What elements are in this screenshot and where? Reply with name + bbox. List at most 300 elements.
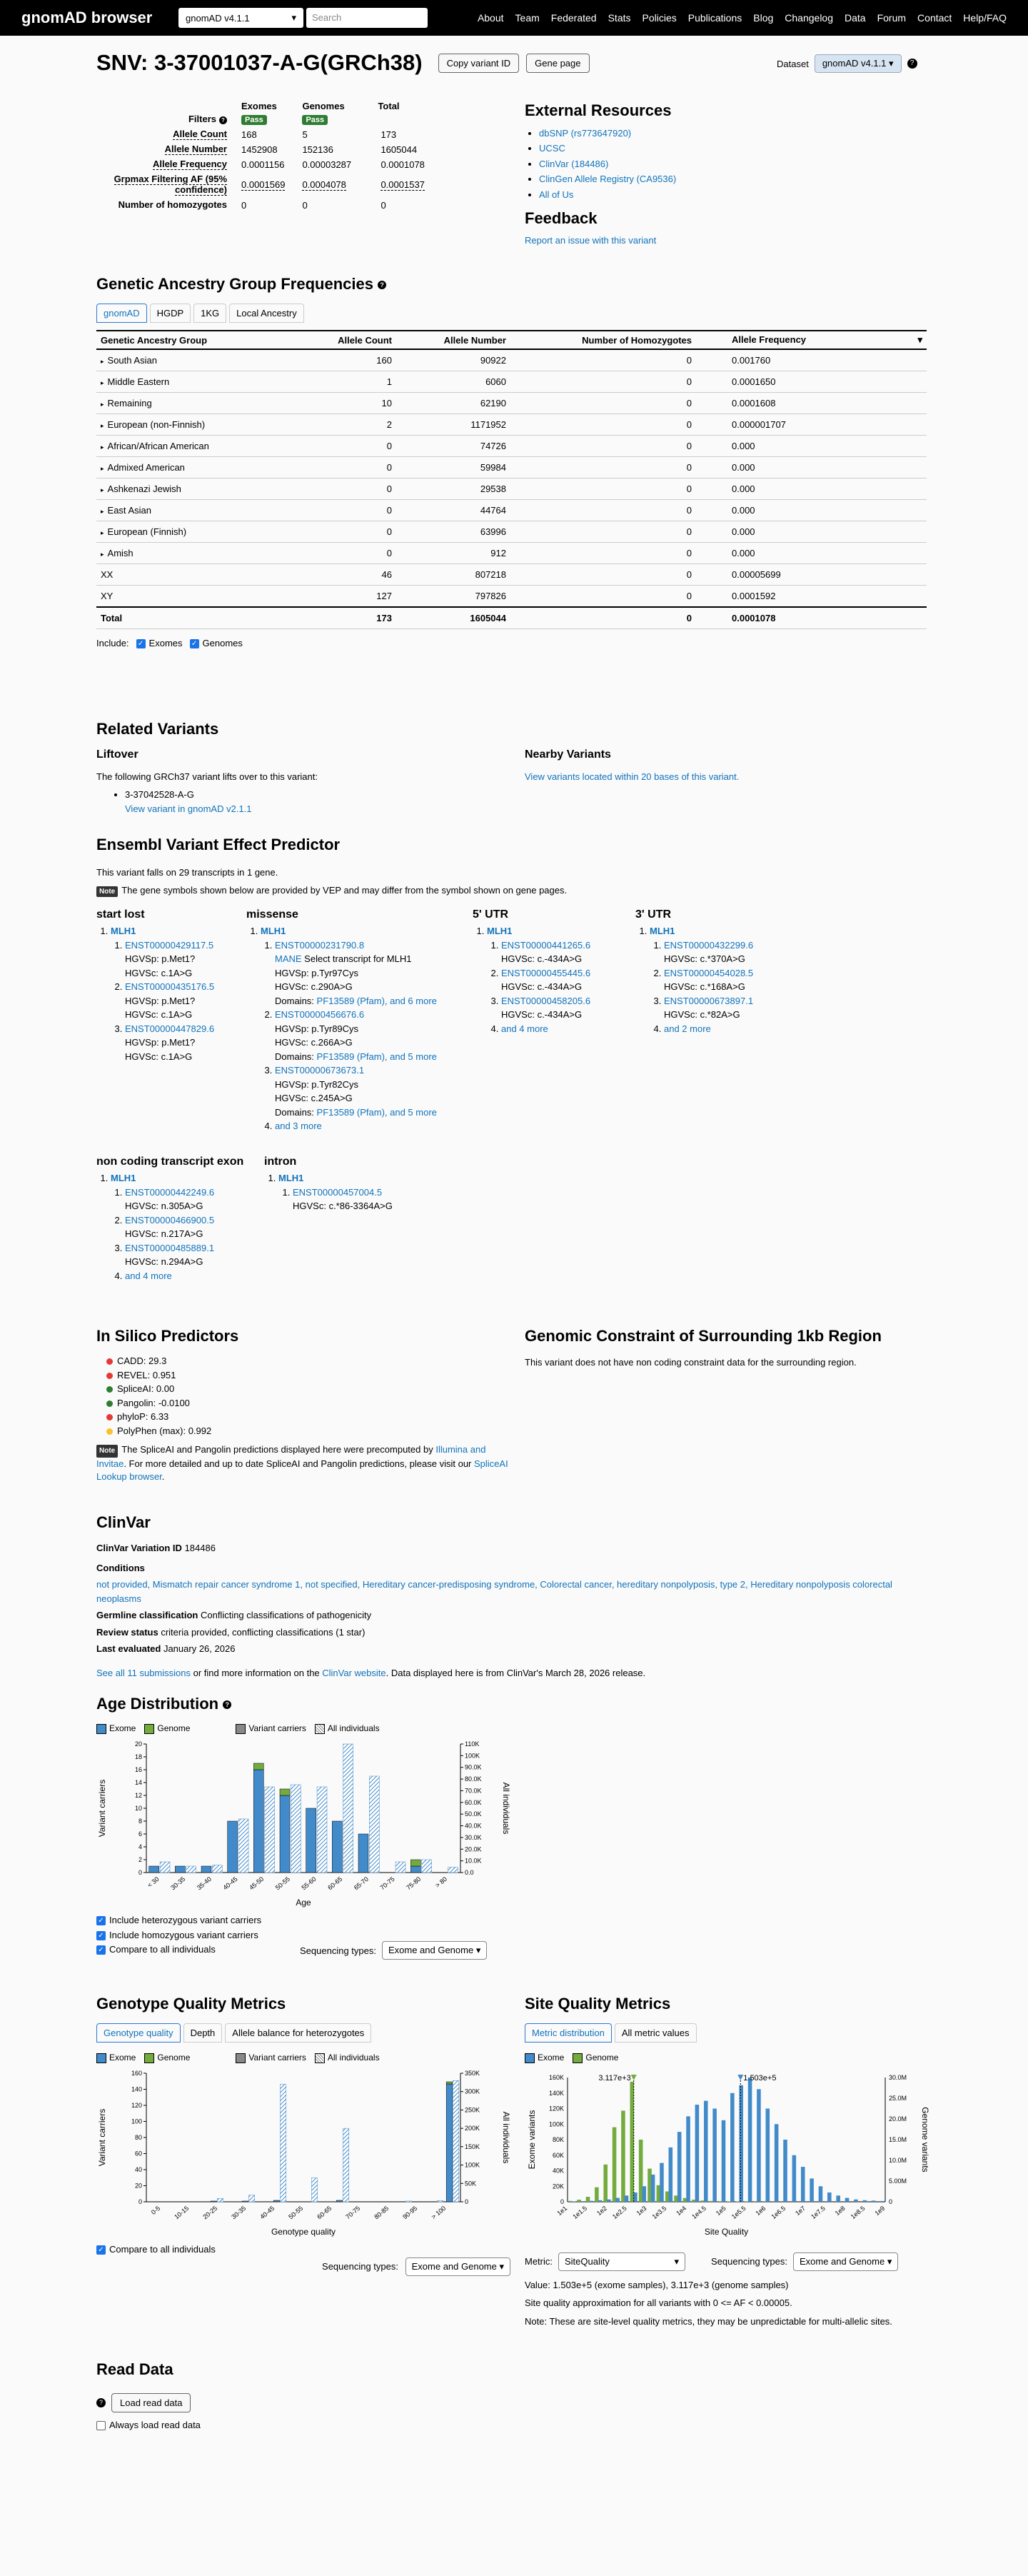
gene-link[interactable]: MLH1 — [650, 926, 675, 936]
ancestry-group: Middle Eastern — [107, 376, 170, 387]
summary-value: 0.0004078 — [302, 179, 346, 191]
tab-genotype-quality[interactable]: Genotype quality — [96, 2023, 181, 2043]
x-tick-label: 1e4 — [675, 2204, 688, 2217]
bar-exome — [580, 2201, 585, 2202]
th-group[interactable]: Genetic Ancestry Group — [96, 331, 282, 349]
hgvs-text: HGVSc: c.-434A>G — [501, 1009, 583, 1020]
gene-page-button[interactable]: Gene page — [526, 54, 589, 73]
expand-icon[interactable]: ▸ — [101, 422, 104, 429]
metric-select[interactable]: SiteQuality ▾ — [558, 2252, 685, 2271]
transcript-item — [664, 938, 753, 966]
hom-carriers-checkbox[interactable]: ✓ Include homozygous variant carriers — [96, 1928, 510, 1943]
external-link[interactable]: UCSC — [539, 143, 565, 154]
transcript-item — [501, 994, 590, 1022]
gene-link[interactable]: MLH1 — [278, 1173, 304, 1183]
x-tick-label: 1e3.5 — [650, 2204, 668, 2220]
ancestry-value: 0 — [282, 436, 396, 457]
hom-label: Include homozygous variant carriers — [109, 1929, 258, 1940]
bar-all-individuals — [238, 1819, 248, 1873]
summary-label — [107, 198, 233, 213]
ancestry-row[interactable] — [96, 500, 927, 521]
y-tick-label: 10 — [134, 1804, 142, 1812]
tab-depth[interactable]: Depth — [183, 2023, 223, 2043]
bar-exome — [704, 2100, 708, 2201]
bar-exome — [336, 2200, 342, 2202]
dataset-dropdown[interactable]: gnomAD v4.1.1 ▾ — [815, 54, 902, 73]
transcript-link[interactable]: ENST00000485889.1 — [125, 1242, 215, 1253]
vep-intron — [264, 1156, 393, 1213]
utr5-title: 5' UTR — [473, 908, 509, 921]
hgvs-text: HGVSc: n.305A>G — [125, 1201, 203, 1211]
hgvs-text: HGVSp: p.Met1? — [125, 1037, 196, 1048]
x-tick-label: 1e1.5 — [571, 2204, 589, 2220]
brand-logo[interactable]: gnomAD browser — [21, 9, 153, 26]
ancestry-group-cell — [96, 371, 282, 393]
expand-icon[interactable]: ▸ — [101, 551, 104, 558]
transcript-link[interactable]: ENST00000466900.5 — [125, 1214, 215, 1226]
transcript-link[interactable]: ENST00000458205.6 — [501, 995, 591, 1006]
liftover-title: Liftover — [96, 748, 138, 761]
summary-cell-ex — [233, 111, 293, 127]
y-axis-label: Variant carriers — [97, 2108, 107, 2167]
ancestry-value: 29538 — [396, 478, 510, 500]
summary-cell-ge — [293, 127, 372, 142]
expand-icon[interactable]: ▸ — [101, 465, 104, 472]
ancestry-row[interactable] — [96, 521, 927, 543]
sq-legend — [525, 2053, 928, 2063]
bar-exome — [572, 2201, 576, 2202]
y-tick-label: 0 — [138, 2197, 142, 2205]
help-icon[interactable]: ? — [907, 59, 917, 69]
x-tick-label: 40-45 — [258, 2204, 276, 2221]
pfam-link[interactable]: PF13589 (Pfam) — [316, 1051, 385, 1062]
status-dot-icon — [106, 1386, 113, 1393]
y-tick-label: 60 — [134, 2150, 142, 2157]
metric-label: Metric: — [525, 2256, 553, 2267]
bar-exome — [695, 2105, 700, 2202]
transcript-link[interactable]: ENST00000447829.6 — [125, 1023, 215, 1034]
x-tick-label: 50-55 — [287, 2204, 305, 2221]
help-icon[interactable]: ? — [96, 2398, 106, 2407]
ancestry-frequency: 0.000 — [696, 457, 927, 478]
nav-link-helpfaq[interactable]: Help/FAQ — [963, 12, 1007, 24]
hgvsc: HGVSc: c.290A>G — [275, 981, 353, 992]
constraint-text: This variant does not have non coding constraint data for the surrounding region. — [525, 1357, 857, 1368]
transcript-link[interactable]: ENST00000456676.6 — [275, 1009, 365, 1020]
hgvsp: HGVSp: p.Tyr89Cys — [275, 1023, 359, 1034]
legend-label: Exome — [538, 2053, 565, 2063]
nav-link-team[interactable]: Team — [515, 12, 540, 24]
bar-exome — [757, 2089, 761, 2202]
bar-exome — [228, 1821, 238, 1873]
x-tick-label: 1e8 — [833, 2204, 847, 2217]
nav-link-policies[interactable]: Policies — [642, 12, 677, 24]
insilico-title: In Silico Predictors — [96, 1327, 239, 1345]
ancestry-value: 797826 — [396, 586, 510, 608]
ancestry-total-value: 173 — [282, 607, 396, 629]
external-link[interactable]: dbSNP (rs773647920) — [539, 128, 632, 139]
nav-link-changelog[interactable]: Changelog — [785, 12, 834, 24]
ancestry-total-value: 0.0001078 — [696, 607, 927, 629]
help-icon[interactable]: ? — [223, 1700, 231, 1709]
transcript-item — [125, 1186, 243, 1213]
vep-utr5 — [473, 908, 590, 1036]
more-transcripts-link[interactable]: and 3 more — [275, 1121, 322, 1131]
y2-tick-label: 30.0M — [889, 2073, 907, 2081]
exomes-label: Exomes — [148, 638, 183, 648]
x-tick-label: 80-85 — [373, 2204, 390, 2221]
copy-variant-id-button[interactable]: Copy variant ID — [438, 54, 520, 73]
bar-exome — [872, 2200, 876, 2202]
ancestry-group-cell — [96, 478, 282, 500]
external-link-item — [539, 171, 924, 186]
mane-text: Select transcript for MLH1 — [301, 953, 412, 964]
legend-exome — [96, 1723, 136, 1734]
y-tick-label: 80 — [134, 2133, 142, 2141]
x-tick-label: 20-25 — [201, 2204, 219, 2221]
summary-value: 0.0001569 — [241, 179, 286, 191]
nav-link-federated[interactable]: Federated — [550, 12, 597, 24]
ancestry-row — [96, 564, 927, 586]
bar-exome — [862, 2200, 867, 2202]
x-tick-label: 70-75 — [344, 2204, 362, 2221]
dataset-selector[interactable] — [178, 8, 303, 28]
y-tick-label: 16 — [134, 1765, 142, 1773]
predictor-value: Pangolin: -0.0100 — [117, 1397, 190, 1408]
ancestry-row[interactable] — [96, 478, 927, 500]
transcript-link[interactable]: ENST00000673897.1 — [664, 995, 754, 1006]
mane-link[interactable]: MANE — [275, 953, 302, 964]
transcript-link[interactable]: ENST00000457004.5 — [293, 1186, 383, 1198]
y2-axis-label: Genome variants — [920, 2107, 930, 2172]
nav-link-forum[interactable]: Forum — [877, 12, 907, 24]
x-tick-label: 1e5 — [714, 2204, 727, 2217]
expand-icon[interactable]: ▸ — [101, 529, 104, 536]
tab-local-ancestry[interactable]: Local Ancestry — [229, 304, 304, 323]
hgvs-text: HGVSc: c.-434A>G — [501, 953, 583, 964]
bar-all-individuals — [265, 1787, 275, 1873]
report-issue-link[interactable]: Report an issue with this variant — [525, 235, 657, 246]
page-title: SNV: 3-37001037-A-G(GRCh38) — [96, 50, 423, 75]
nav-link-publications[interactable]: Publications — [687, 12, 742, 24]
y-tick-label: 40 — [134, 2165, 142, 2173]
sq-tabs — [525, 2023, 928, 2043]
external-link-item — [539, 156, 924, 171]
x-tick-label: 1e6.5 — [770, 2204, 787, 2220]
bar-all-individuals — [280, 2084, 286, 2202]
predictor-value: PolyPhen (max): 0.992 — [117, 1425, 212, 1436]
summary-value: 0 — [302, 199, 308, 211]
seq-types-label: Sequencing types: — [711, 2256, 787, 2267]
y2-tick-label: 110K — [465, 1740, 480, 1748]
vep-title: Ensembl Variant Effect Predictor — [96, 836, 341, 853]
more-domains-link[interactable]: , and 5 more — [384, 1051, 437, 1062]
always-load-checkbox[interactable] — [96, 2420, 201, 2430]
summary-label — [107, 111, 233, 127]
transcript-item — [501, 938, 590, 966]
vep-start-lost — [96, 908, 214, 1063]
summary-value: 0.00003287 — [302, 159, 352, 170]
liftover-variant: 3-37042528-A-G — [125, 789, 194, 800]
het-carriers-checkbox[interactable]: ✓ Include heterozygous variant carriers — [96, 1913, 510, 1928]
clinvar-id: 184486 — [184, 1543, 216, 1553]
nearby-link[interactable]: View variants located within 20 bases of this variant. — [525, 771, 740, 782]
x-tick-label: 10-15 — [173, 2204, 191, 2221]
th-allele-count[interactable]: Allele Count — [282, 331, 396, 349]
transcript-link[interactable]: ENST00000673673.1 — [275, 1065, 365, 1076]
ancestry-row[interactable] — [96, 393, 927, 414]
external-link[interactable]: ClinVar (184486) — [539, 158, 609, 169]
expand-icon[interactable]: ▸ — [101, 379, 104, 386]
more-transcripts-link[interactable]: and 4 more — [501, 1023, 548, 1034]
expand-icon[interactable]: ▸ — [101, 401, 104, 408]
legend-genome — [144, 1723, 190, 1734]
summary-cell-ge — [293, 198, 372, 213]
more-domains-link[interactable]: , and 6 more — [384, 995, 437, 1006]
summary-label-text: Filters — [188, 113, 216, 124]
x-tick-label: 40-45 — [221, 1875, 239, 1892]
summary-cell-ex — [233, 172, 293, 198]
search-input[interactable]: Search — [306, 8, 428, 28]
include-genomes-checkbox[interactable]: ✓ Genomes — [190, 638, 243, 648]
ancestry-value: 10 — [282, 393, 396, 414]
x-tick-label: 30-35 — [169, 1875, 187, 1892]
transcript-link[interactable]: ENST00000432299.6 — [664, 939, 754, 951]
bar-exome — [598, 2200, 603, 2202]
transcript-link[interactable]: ENST00000454028.5 — [664, 967, 754, 978]
y-tick-label: 40K — [552, 2167, 564, 2175]
y-tick-label: 140 — [131, 2085, 142, 2093]
th-allele-number[interactable]: Allele Number — [396, 331, 510, 349]
legend-label: Variant carriers — [248, 2053, 306, 2063]
legend-exome — [525, 2053, 564, 2063]
tab-gnomad[interactable]: gnomAD — [96, 304, 147, 323]
nav-link-data[interactable]: Data — [845, 12, 866, 24]
ancestry-table — [96, 330, 927, 629]
y2-tick-label: 250K — [465, 2106, 480, 2114]
external-link[interactable]: All of Us — [539, 189, 574, 200]
ancestry-row[interactable] — [96, 457, 927, 478]
ancestry-title-text: Genetic Ancestry Group Frequencies — [96, 275, 373, 293]
clinvar-website-link[interactable]: ClinVar website — [322, 1667, 386, 1678]
nav-link-stats[interactable]: Stats — [608, 12, 631, 24]
ancestry-frequency: 0.000 — [696, 478, 927, 500]
x-tick-label: 1e3 — [635, 2204, 648, 2217]
more-transcripts-link[interactable]: and 4 more — [125, 1270, 172, 1281]
hgvsc: HGVSc: c.266A>G — [275, 1037, 353, 1048]
legend-label: Exome — [109, 2053, 136, 2063]
sq-title: Site Quality Metrics — [525, 1995, 671, 2013]
ancestry-value: 0 — [510, 436, 696, 457]
bar-all-individuals — [343, 1744, 353, 1873]
expand-icon[interactable]: ▸ — [101, 508, 104, 515]
y2-tick-label: 20.0M — [889, 2115, 907, 2123]
bar-exome — [446, 2084, 452, 2202]
gq-compare-checkbox[interactable]: ✓ Compare to all individuals — [96, 2244, 510, 2255]
seq-types-select[interactable]: Exome and Genome ▾ — [405, 2257, 510, 2276]
conditions-label: Conditions — [96, 1562, 145, 1573]
ancestry-row[interactable] — [96, 436, 927, 457]
expand-icon[interactable]: ▸ — [101, 443, 104, 451]
ancestry-group-cell — [96, 414, 282, 436]
tab-metric-distribution[interactable]: Metric distribution — [525, 2023, 612, 2043]
bar-genome — [410, 1860, 420, 1866]
bar-genome — [253, 1763, 263, 1770]
summary-cell-to — [372, 142, 433, 157]
summary-value: 152136 — [302, 144, 333, 155]
y2-tick-label: 100K — [465, 1752, 480, 1760]
nav-link-blog[interactable]: Blog — [753, 12, 774, 24]
bar-all-individuals — [369, 1776, 379, 1873]
external-link-item — [539, 187, 924, 202]
x-tick-label: 50-55 — [273, 1875, 291, 1892]
y-tick-label: 140K — [548, 2089, 564, 2097]
bar-genome — [595, 2187, 599, 2202]
external-link[interactable]: ClinGen Allele Registry (CA9536) — [539, 174, 677, 185]
status-dot-icon — [106, 1400, 113, 1407]
transcript-link[interactable]: ENST00000441265.6 — [501, 939, 591, 951]
ancestry-value: 912 — [396, 543, 510, 564]
ancestry-group-cell — [96, 349, 282, 371]
tab-hgdp[interactable]: HGDP — [150, 304, 191, 323]
gene-link[interactable]: MLH1 — [111, 1173, 136, 1183]
transcript-link[interactable]: ENST00000429117.5 — [125, 939, 214, 951]
ancestry-value: 1171952 — [396, 414, 510, 436]
start-lost-title: start lost — [96, 908, 145, 921]
vep-missense — [246, 908, 437, 1133]
expand-icon[interactable]: ▸ — [101, 358, 104, 365]
transcript-link[interactable]: ENST00000455445.6 — [501, 967, 591, 978]
spliceai-lookup-link[interactable]: SpliceAI Lookup browser — [96, 1458, 508, 1483]
constraint-title: Genomic Constraint of Surrounding 1kb Region — [525, 1327, 882, 1345]
load-read-data-button[interactable]: Load read data — [111, 2393, 191, 2412]
x-axis-label: Site Quality — [704, 2226, 749, 2237]
bar-exome — [836, 2195, 840, 2202]
y-tick-label: 2 — [138, 1855, 142, 1863]
ancestry-value: 62190 — [396, 393, 510, 414]
th-homozygotes[interactable]: Number of Homozygotes — [510, 331, 696, 349]
transcript-link[interactable]: ENST00000442249.6 — [125, 1186, 215, 1198]
transcript-link[interactable]: ENST00000231790.8 — [275, 939, 365, 951]
tab-1kg[interactable]: 1KG — [193, 304, 226, 323]
age-chart — [96, 1737, 510, 1908]
bar-exome — [801, 2167, 805, 2202]
seq-types-select[interactable]: Exome and Genome ▾ — [793, 2252, 898, 2271]
dataset-label: Dataset — [777, 58, 809, 69]
liftover-item — [125, 788, 525, 816]
all-submissions-link[interactable]: See all 11 submissions — [96, 1667, 191, 1678]
tab-allele-balance-for-heterozygotes[interactable]: Allele balance for heterozygotes — [225, 2023, 371, 2043]
bar-exome — [306, 1808, 316, 1873]
ancestry-group: East Asian — [107, 505, 151, 516]
y-tick-label: 100K — [548, 2120, 564, 2128]
help-icon[interactable]: ? — [378, 281, 386, 289]
vep-note — [96, 885, 927, 897]
domains-label: Domains: — [275, 1051, 317, 1062]
x-tick-label: 1e7 — [794, 2204, 807, 2217]
ancestry-frequency: 0.000 — [696, 521, 927, 543]
ancestry-row[interactable] — [96, 543, 927, 564]
x-tick-label: 70-75 — [378, 1875, 396, 1892]
status-dot-icon — [106, 1373, 113, 1379]
compare-all-checkbox[interactable]: ✓ Compare to all individuals — [96, 1943, 510, 1958]
summary-cell-ge — [293, 111, 372, 127]
ancestry-group-cell — [96, 436, 282, 457]
ancestry-row[interactable] — [96, 371, 927, 393]
illumina-link[interactable]: Illumina and Invitae — [96, 1444, 486, 1469]
bar-exome — [730, 2093, 735, 2202]
ancestry-group: African/African American — [107, 441, 209, 451]
ancestry-value: 0 — [510, 586, 696, 608]
gene-link[interactable]: MLH1 — [111, 926, 136, 936]
bar-exome — [410, 1866, 420, 1873]
gene-link[interactable]: MLH1 — [487, 926, 513, 936]
include-exomes-checkbox[interactable]: ✓ Exomes — [136, 638, 183, 648]
summary-row — [107, 127, 433, 142]
y2-tick-label: 5.00M — [889, 2177, 907, 2185]
y2-tick-label: 300K — [465, 2088, 480, 2095]
x-tick-label: > 100 — [430, 2204, 448, 2221]
ncte-title: non coding transcript exon — [96, 1156, 244, 1168]
bar-genome — [446, 2082, 452, 2084]
bar-exome — [280, 1795, 290, 1873]
bar-exome — [845, 2197, 850, 2201]
summary-cell-ex — [233, 142, 293, 157]
ancestry-value: 0 — [510, 564, 696, 586]
liftover-link[interactable]: View variant in gnomAD v2.1.1 — [125, 803, 252, 814]
pfam-link[interactable]: PF13589 (Pfam) — [316, 1106, 385, 1118]
th-allele-frequency[interactable] — [696, 331, 927, 349]
pass-badge: Pass — [302, 115, 328, 125]
y2-tick-label: 50K — [465, 2180, 477, 2187]
predictor-item — [106, 1396, 510, 1410]
conditions-links[interactable]: not provided, Mismatch repair cancer syndrome 1, not specified, Hereditary cancer-predisposing syndrome, Colorectal cancer, hereditary nonpolyposis, type 2, Hereditary nonpolyposis colorectal neoplasms — [96, 1579, 892, 1604]
pfam-link[interactable]: PF13589 (Pfam) — [316, 995, 385, 1006]
tab-all-metric-values[interactable]: All metric values — [615, 2023, 697, 2043]
gq-tabs — [96, 2023, 510, 2043]
expand-icon[interactable]: ▸ — [101, 486, 104, 493]
ancestry-row[interactable] — [96, 414, 927, 436]
bar-exome — [712, 2108, 717, 2202]
seq-types-select[interactable]: Exome and Genome ▾ — [382, 1941, 487, 1960]
bar-exome — [669, 2147, 673, 2202]
hgvs-text: HGVSc: c.*86-3364A>G — [293, 1201, 393, 1211]
chevron-down-icon: ▾ — [291, 12, 296, 23]
status-dot-icon — [106, 1414, 113, 1420]
nav-link-contact[interactable]: Contact — [917, 12, 952, 24]
gq-title: Genotype Quality Metrics — [96, 1995, 286, 2013]
ancestry-row — [96, 586, 927, 608]
more-transcripts-link[interactable]: and 2 more — [664, 1023, 711, 1034]
gene-link[interactable]: MLH1 — [261, 926, 286, 936]
ancestry-value: 0 — [510, 521, 696, 543]
ancestry-value: 74726 — [396, 436, 510, 457]
ancestry-group: XX — [101, 569, 114, 580]
ancestry-row[interactable] — [96, 349, 927, 371]
legend-all — [315, 1723, 380, 1734]
summary-cell-ex — [233, 198, 293, 213]
bar-exome — [332, 1821, 342, 1873]
ancestry-value: 63996 — [396, 521, 510, 543]
transcript-link[interactable]: ENST00000435176.5 — [125, 981, 215, 992]
bar-genome — [613, 2127, 617, 2201]
bar-genome — [603, 2165, 608, 2202]
help-icon[interactable]: ? — [219, 116, 227, 124]
utr3-title: 3' UTR — [635, 908, 672, 921]
more-domains-link[interactable]: , and 5 more — [384, 1106, 437, 1118]
nav-link-about[interactable]: About — [477, 12, 504, 24]
x-tick-label: 35-40 — [195, 1875, 213, 1892]
